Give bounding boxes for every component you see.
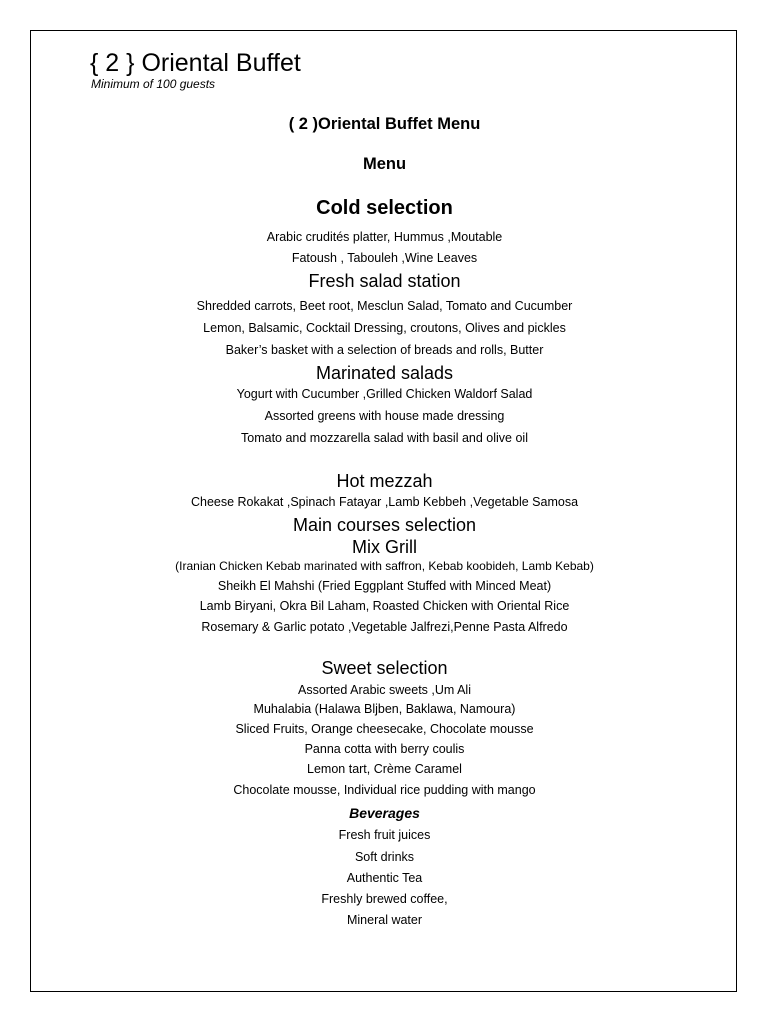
menu-page [30, 30, 737, 992]
marinated-line: Assorted greens with house made dressing [264, 409, 505, 423]
hot-mezzah-heading: Hot mezzah [336, 471, 433, 491]
sweet-line: Assorted Arabic sweets ,Um Ali [298, 683, 471, 697]
marinated-line: Yogurt with Cucumber ,Grilled Chicken Waldorf Salad [236, 387, 533, 401]
mezzah-line: Cheese Rokakat ,Spinach Fatayar ,Lamb Kebbeh ,Vegetable Samosa [190, 495, 579, 509]
sweet-line: Panna cotta with berry coulis [304, 742, 465, 756]
menu-title: ( 2 )Oriental Buffet Menu [288, 115, 481, 133]
cold-line: Arabic crudités platter, Hummus ,Moutable [266, 230, 503, 244]
cold-line: Fatoush , Tabouleh ,Wine Leaves [291, 251, 478, 265]
page-title: { 2 } Oriental Buffet [90, 49, 301, 77]
main-line: Rosemary & Garlic potato ,Vegetable Jalfrezi,Penne Pasta Alfredo [201, 620, 568, 634]
page-subtitle: Minimum of 100 guests [91, 77, 216, 91]
sweet-line: Chocolate mousse, Individual rice pudding with mango [233, 783, 536, 797]
sweet-line: Sliced Fruits, Orange cheesecake, Chocolate mousse [235, 722, 534, 736]
salad-station-heading: Fresh salad station [308, 271, 461, 291]
mix-grill-heading: Mix Grill [352, 537, 417, 557]
salad-line: Lemon, Balsamic, Cocktail Dressing, croutons, Olives and pickles [203, 321, 566, 335]
main-line: Lamb Biryani, Okra Bil Laham, Roasted Chicken with Oriental Rice [199, 599, 570, 613]
marinated-heading: Marinated salads [315, 363, 454, 383]
salad-line: Baker’s basket with a selection of breads and rolls, Butter [225, 343, 544, 357]
beverage-line: Authentic Tea [346, 871, 423, 885]
salad-line: Shredded carrots, Beet root, Mesclun Salad, Tomato and Cucumber [196, 299, 573, 313]
beverages-heading: Beverages [349, 805, 420, 821]
main-line: Sheikh El Mahshi (Fried Eggplant Stuffed with Minced Meat) [217, 579, 552, 593]
beverage-line: Freshly brewed coffee, [321, 892, 448, 906]
main-courses-heading: Main courses selection [292, 515, 477, 535]
main-line: (Iranian Chicken Kebab marinated with saffron, Kebab koobideh, Lamb Kebab) [175, 559, 594, 573]
beverage-line: Fresh fruit juices [338, 828, 431, 842]
menu-label: Menu [362, 155, 407, 173]
beverage-line: Soft drinks [354, 850, 415, 864]
sweet-line: Muhalabia (Halawa Bljben, Baklawa, Namoura) [253, 702, 516, 716]
marinated-line: Tomato and mozzarella salad with basil and olive oil [241, 431, 528, 445]
sweet-line: Lemon tart, Crème Caramel [307, 762, 462, 776]
beverage-line: Mineral water [346, 913, 423, 927]
sweet-heading: Sweet selection [321, 658, 448, 678]
cold-selection-heading: Cold selection [316, 197, 453, 219]
